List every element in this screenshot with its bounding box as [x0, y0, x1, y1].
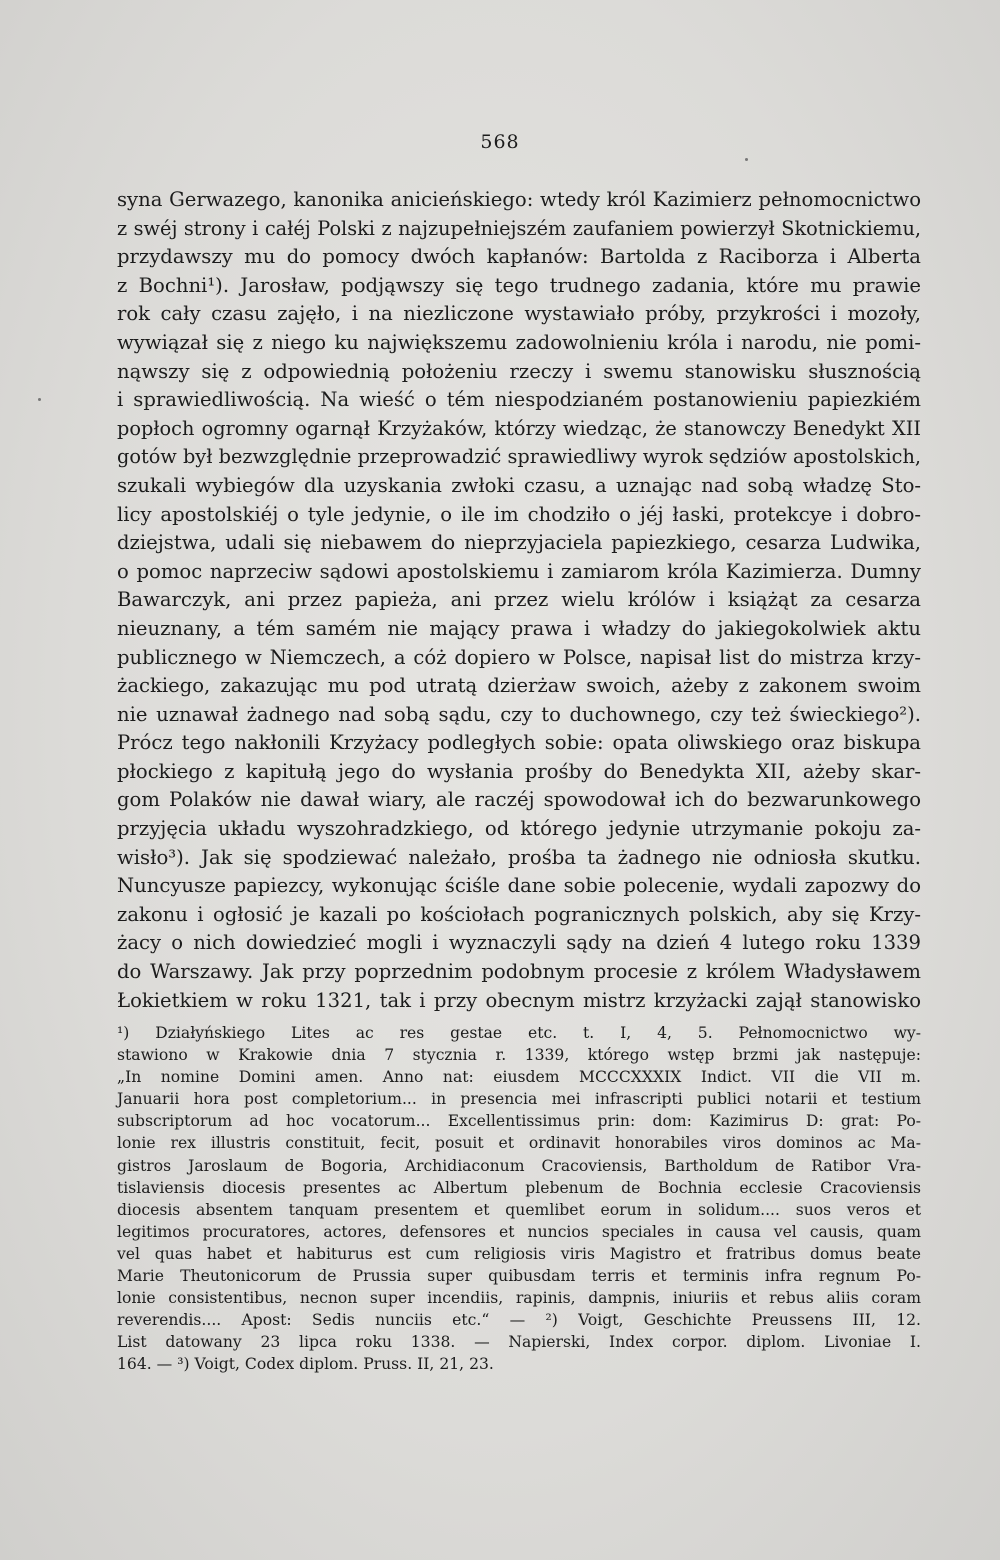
text-line: przyjęcia układu wyszohradzkiego, od którego jedynie utrzymanie pokoju za-: [117, 817, 921, 841]
text-line: nie uznawał żadnego nad sobą sądu, czy to duchownego, czy też świeckiego²).: [117, 702, 921, 726]
text-line: wisło³). Jak się spodziewać należało, prośba ta żadnego nie odniosła skutku.: [117, 845, 921, 869]
footnote-line: stawiono w Krakowie dnia 7 stycznia r. 1339, którego wstęp brzmi jak następuje:: [117, 1046, 921, 1065]
text-line: rok cały czasu zajęło, i na niezliczone wystawiało próby, przykrości i mozoły,: [117, 302, 921, 326]
text-line: nąwszy się z odpowiednią położeniu rzeczy i swemu stanowisku słusznością: [117, 359, 921, 383]
text-line: gom Polaków nie dawał wiary, ale raczéj spowodował ich do bezwarunkowego: [117, 788, 921, 812]
footnote-line: „In nomine Domini amen. Anno nat: eiusdem MCCCXXXIX Indict. VII die VII m.: [117, 1068, 921, 1087]
footnote-line: vel quas habet et habiturus est cum religiosis viris Magistro et fratribus domus beate: [117, 1244, 921, 1263]
page-number: 568: [480, 131, 520, 153]
text-line: do Warszawy. Jak przy poprzednim podobnym procesie z królem Władysławem: [117, 960, 921, 984]
footnote-line: reverendis.... Apost: Sedis nunciis etc.“ — ²) Voigt, Geschichte Preussens III, 12.: [117, 1311, 921, 1330]
text-line: płockiego z kapitułą jego do wysłania prośby do Benedykta XII, ażeby skar-: [117, 759, 921, 783]
text-line: popłoch ogromny ogarnął Krzyżaków, którzy wiedząc, że stanowczy Benedykt XII: [117, 416, 921, 440]
text-line: żackiego, zakazując mu pod utratą dzierżaw swoich, ażeby z zakonem swoim: [117, 674, 921, 698]
footnote-line: legitimos procuratores, actores, defensores et nuncios speciales in causa vel causis, quam: [117, 1222, 921, 1241]
footnote-line: tislaviensis diocesis presentes ac Albertum plebenum de Bochnia ecclesie Cracoviensis: [117, 1178, 921, 1197]
text-line: Łokietkiem w roku 1321, tak i przy obecnym mistrz krzyżacki zajął stanowisko: [117, 988, 921, 1012]
footnote-line: diocesis absentem tanquam presentem et quemlibet eorum in solidum.... suos veros et: [117, 1200, 921, 1219]
ink-speck: [745, 158, 748, 161]
text-line: nieuznany, a tém samém nie mający prawa i władzy do jakiegokolwiek aktu: [117, 616, 921, 640]
text-line: żacy o nich dowiedzieć mogli i wyznaczyli sądy na dzień 4 lutego roku 1339: [117, 931, 921, 955]
ink-speck: [38, 398, 41, 401]
text-line: z Bochni¹). Jarosław, podjąwszy się tego trudnego zadania, które mu prawie: [117, 273, 921, 297]
text-line: szukali wybiegów dla uzyskania zwłoki czasu, a uznając nad sobą władzę Sto-: [117, 473, 921, 497]
footnote-line: List datowany 23 lipca roku 1338. — Napierski, Index corpor. diplom. Livoniae I.: [117, 1333, 921, 1352]
text-line: przydawszy mu do pomocy dwóch kapłanów: Bartolda z Raciborza i Alberta: [117, 245, 921, 269]
footnote-line: Januarii hora post completorium... in presencia mei infrascripti publici notarii et testium: [117, 1090, 921, 1109]
text-line: wywiązał się z niego ku największemu zadowolnieniu króla i narodu, nie pomi-: [117, 330, 921, 354]
text-line: o pomoc naprzeciw sądowi apostolskiemu i zamiarom króla Kazimierza. Dumny: [117, 559, 921, 583]
text-line: dziejstwa, udali się niebawem do nieprzyjaciela papiezkiego, cesarza Ludwika,: [117, 531, 921, 555]
footnote-line: Marie Theutonicorum de Prussia super quibusdam terris et terminis infra regnum Po-: [117, 1267, 921, 1286]
text-line: publicznego w Niemczech, a cóż dopiero w Polsce, napisał list do mistrza krzy-: [117, 645, 921, 669]
footnote-line: gistros Jaroslaum de Bogoria, Archidiaconum Cracoviensis, Bartholdum de Ratibor Vra-: [117, 1156, 921, 1175]
text-line: z swéj strony i całéj Polski z najzupełniejszém zaufaniem powierzył Skotnickiemu,: [117, 216, 921, 240]
text-line: Prócz tego nakłonili Krzyżacy podległych sobie: opata oliwskiego oraz biskupa: [117, 731, 921, 755]
text-line: i sprawiedliwością. Na wieść o tém niespodzianém postanowieniu papiezkiém: [117, 388, 921, 412]
footnote-line: subscriptorum ad hoc vocatorum... Excellentissimus prin: dom: Kazimirus D: grat: Po-: [117, 1112, 921, 1131]
text-line: Bawarczyk, ani przez papieża, ani przez wielu królów i książąt za cesarza: [117, 588, 921, 612]
text-line: zakonu i ogłosić je kazali po kościołach pogranicznych polskich, aby się Krzy-: [117, 902, 921, 926]
main-text-block: [117, 186, 921, 1015]
text-line: syna Gerwazego, kanonika anicieńskiego: wtedy król Kazimierz pełnomocnictwo: [117, 188, 921, 211]
footnotes-block: [117, 1022, 921, 1376]
footnote-line: ¹) Działyńskiego Lites ac res gestae etc. t. I, 4, 5. Pełnomocnictwo wy-: [117, 1024, 921, 1042]
text-line: gotów był bezwzględnie przeprowadzić sprawiedliwy wyrok sędziów apostolskich,: [117, 445, 921, 469]
text-line: licy apostolskiéj o tyle jedynie, o ile im chodziło o jéj łaski, protekcye i dobro-: [117, 502, 921, 526]
footnote-line: 164. — ³) Voigt, Codex diplom. Pruss. II, 21, 23.: [117, 1355, 494, 1374]
footnote-line: lonie consistentibus, necnon super incendiis, rapinis, dampnis, iniuriis et rebus aliis coram: [117, 1289, 921, 1308]
text-line: Nuncyusze papiezcy, wykonując ściśle dane sobie polecenie, wydali zapozwy do: [117, 874, 921, 898]
footnote-line: lonie rex illustris constituit, fecit, posuit et ordinavit honorabiles viros dominos ac Ma-: [117, 1134, 921, 1153]
